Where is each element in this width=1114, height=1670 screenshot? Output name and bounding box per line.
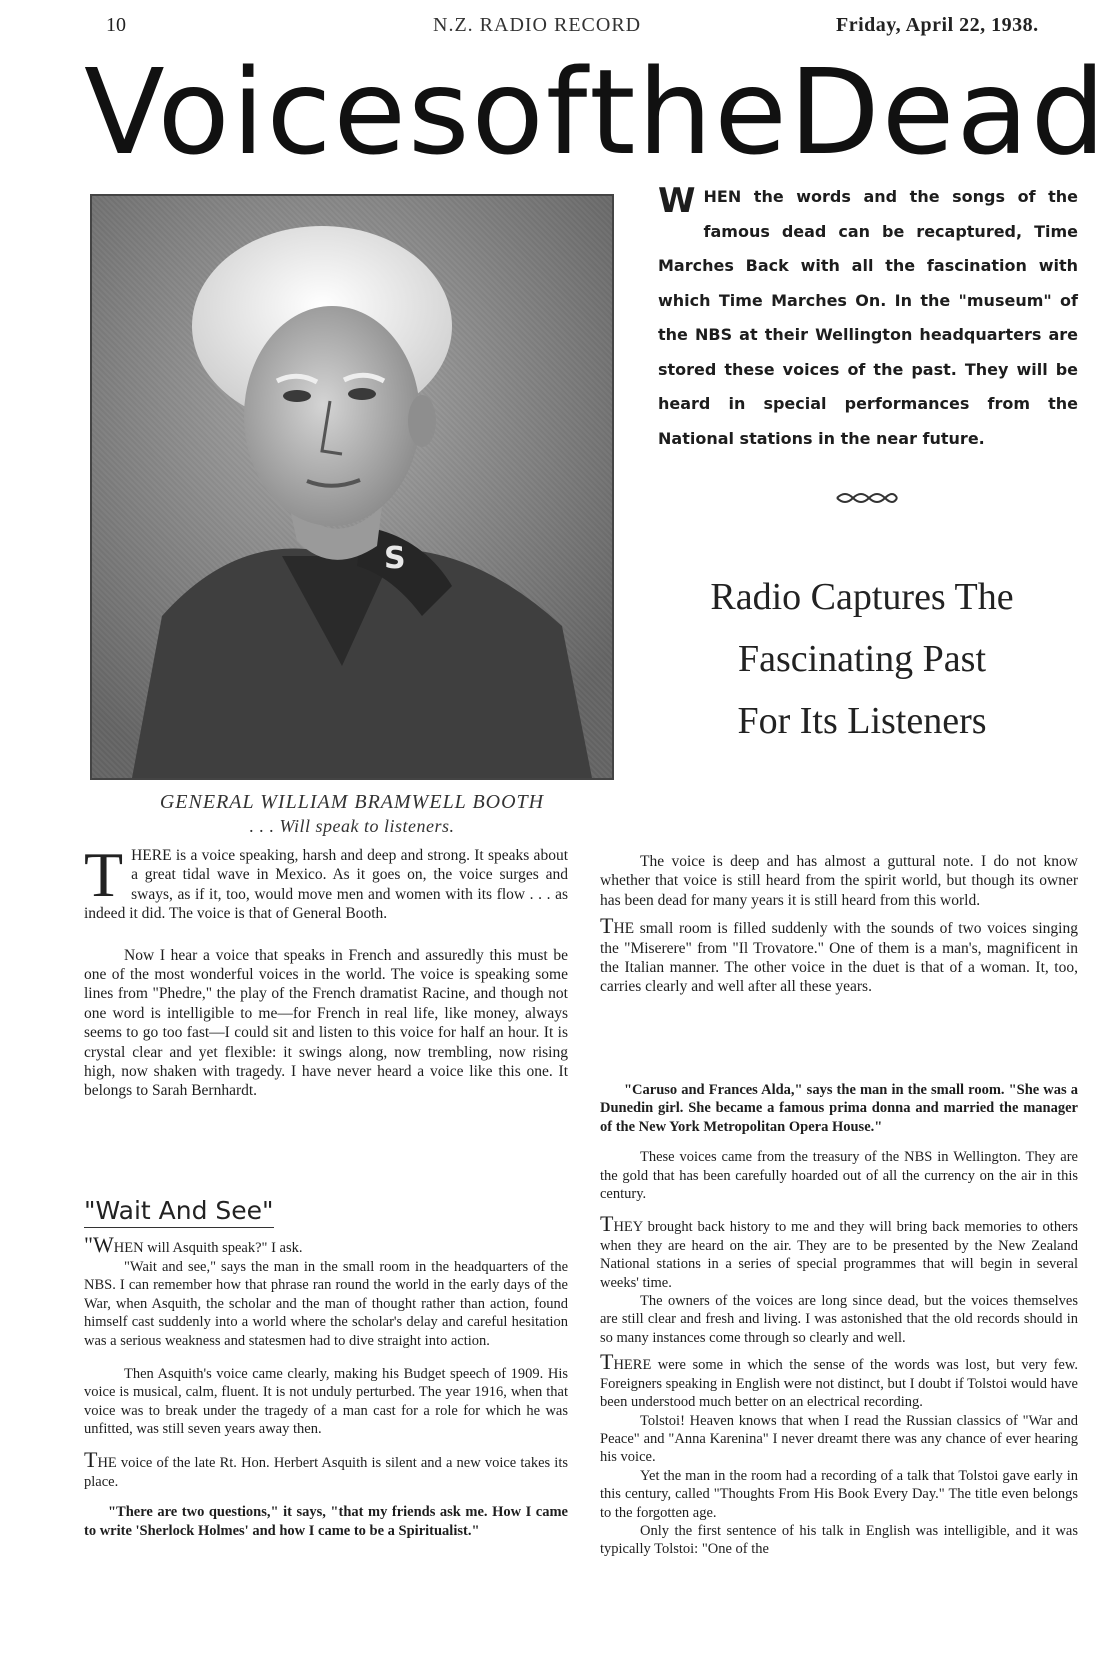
- headline-word: the: [589, 43, 789, 181]
- article-paragraph: Yet the man in the room had a recording of a talk that Tolstoi gave early in this century, called "Thoughts From His Book Every Day." The title even belongs to the forgotten age.: [600, 1467, 1078, 1521]
- caption-subtitle: . . . Will speak to listeners.: [249, 816, 455, 836]
- caption-name: GENERAL WILLIAM BRAMWELL BOOTH: [159, 791, 545, 813]
- photo-caption: [90, 790, 614, 838]
- drop-cap: T: [84, 839, 124, 910]
- article-paragraph: THE small room is filled suddenly with the sounds of two voices singing the "Miserere" from "Il Trovatore." One of them is a man's, magnificent in the Italian manner. The other voice in the duet is that of a woman. It, too, carries clearly and well after all these years.: [600, 913, 1078, 996]
- article-paragraph: The owners of the voices are long since dead, but the voices themselves are still clear and fresh and living. I was astonished that the old records should in so many instances come through so clearly and well.: [600, 1293, 1078, 1346]
- intro-paragraph: [658, 180, 1078, 456]
- intro-initial: W: [658, 181, 696, 221]
- article-paragraph: Only the first sentence of his talk in English was intelligible, and it was typically Tolstoi: "One of the: [600, 1522, 1078, 1558]
- quoted-paragraph: "Caruso and Frances Alda," says the man in the small room. "She was a Dunedin girl. She became a famous prima donna and married the manager of the New York Metropolitan Opera House.": [600, 1082, 1078, 1135]
- headline-word: Dead: [788, 43, 1108, 181]
- ornament-divider-icon: [835, 488, 899, 508]
- initial-letter: "W: [84, 1232, 114, 1257]
- headline-word: Voices: [84, 43, 472, 181]
- initial-letter: T: [600, 1211, 614, 1237]
- portrait-photo: [90, 194, 614, 780]
- right-column-bottom: [600, 1081, 1078, 1559]
- article-paragraph: Now I hear a voice that speaks in French and assuredly this must be one of the most wonderful voices in the world. The voice is speaking some lines from "Phedre," the play of the French dramatist Racine, and though not one word is intelligible to me—for French in real life, like money, always seems to go too fast—I could sit and listen to this voice for half an hour. It is crystal clear and yet flexible: it swings along, now trembling, now rising high, now shaken with tragedy. I have never heard a voice like this one. It belongs to Sarah Bernhardt.: [84, 946, 568, 1100]
- subheadline: [642, 566, 1082, 752]
- section-heading-wrap: [84, 1197, 274, 1228]
- article-paragraph: These voices came from the treasury of the NBS in Wellington. They are the gold that has been carefully hoarded out of all the currency on the air in this century.: [600, 1149, 1078, 1203]
- article-paragraph: THE voice of the late Rt. Hon. Herbert Asquith is silent and a new voice takes its place.: [84, 1446, 568, 1490]
- left-column-top: [84, 839, 568, 1101]
- headline: [84, 43, 1108, 181]
- article-paragraph: THERE were some in which the sense of the words was lost, but very few. Foreigners speaking in English were not distinct, but I doubt if Tolstoi would have been understood much better on an electrical recording.: [600, 1349, 1078, 1411]
- initial-letter: T: [600, 1349, 614, 1375]
- article-paragraph: Tolstoi! Heaven knows that when I read the Russian classics of "War and Peace" and "Anna Karenina" I never dreamt there was any chance of ever hearing his voice.: [600, 1412, 1078, 1466]
- section-heading: "Wait And See": [84, 1197, 274, 1228]
- subheadline-line: Radio Captures The: [710, 576, 1014, 618]
- article-paragraph: The voice is deep and has almost a guttural note. I do not know whether that voice is still heard from the spirit world, but though its owner has been dead for many years it is still heard from this world.: [600, 853, 1078, 909]
- subheadline-line: For Its Listeners: [737, 700, 987, 742]
- portrait-illustration: [92, 196, 612, 778]
- article-paragraph: THERE is a voice speaking, harsh and deep and strong. It speaks about a great tidal wave in Mexico. As it goes on, the voice surges and sways, as if it, too, would move men and women with its flow . . . as indeed it did. The voice is that of General Booth.: [84, 839, 568, 923]
- initial-letter: T: [84, 1446, 98, 1472]
- intro-text: HEN the words and the songs of the famous dead can be recaptured, Time Marches Back with all the fascination with which Time Marches On. In the "museum" of the NBS at their Wellington headquarters are stored these voices of the past. They will be heard in special performances from the National stations in the near future.: [658, 187, 1078, 448]
- left-column-bottom: [84, 1232, 568, 1540]
- right-column-top: [600, 852, 1078, 997]
- article-paragraph: "WHEN will Asquith speak?" I ask.: [84, 1232, 303, 1257]
- collar-badge: S: [384, 541, 406, 576]
- issue-date: Friday, April 22, 1938.: [836, 14, 1039, 36]
- subheadline-line: Fascinating Past: [737, 638, 987, 680]
- initial-letter: T: [600, 913, 614, 939]
- quoted-paragraph: "There are two questions," it says, "that my friends ask me. How I came to write 'Sherlock Holmes' and how I came to be a Spiritualist.": [84, 1504, 568, 1539]
- article-paragraph: Then Asquith's voice came clearly, making his Budget speech of 1909. His voice is musical, calm, fluent. It is not unduly perturbed. The year 1916, when that voice was to break under the tragedy of a man cast for a role for which he was unfitted, was still seven years away then.: [84, 1365, 568, 1438]
- article-paragraph: THEY brought back history to me and they will bring back memories to others when they are heard on the air. They are to be presented by the New Zealand National stations in a series of special programmes that will begin in several weeks' time.: [600, 1211, 1078, 1291]
- headline-word: of: [471, 43, 590, 181]
- article-paragraph: "Wait and see," says the man in the small room in the headquarters of the NBS. I can remember how that phrase ran round the world in the early days of the War, when Asquith, the scholar and the man of thought rather than action, found himself cast suddenly into a world where the scholar's delay and careful hesitation was a serious weakness and statesmen had to dive straight into action.: [84, 1258, 568, 1349]
- page-number: 10: [106, 14, 126, 36]
- publication-masthead: N.Z. RADIO RECORD: [433, 14, 642, 36]
